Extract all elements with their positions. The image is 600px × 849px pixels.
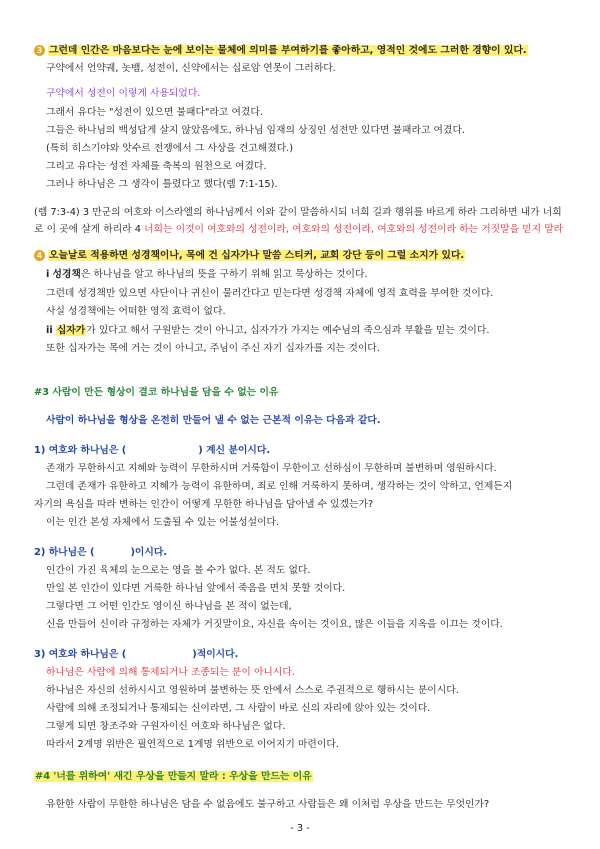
section-3-intro: 사람이 하나님을 형상을 온전히 만들어 낼 수 없는 근본적 이유는 다음과 같다.: [46, 415, 381, 426]
section-a-line: 그래서 유다는 "성전이 있으면 불패다"라고 여겼다.: [46, 107, 263, 118]
section-b-heading: [34, 249, 465, 262]
item-3-heading: [34, 648, 238, 661]
item-1-line: 그런데 존재가 유한하고 지혜가 능력이 유한하며, 죄로 인해 거룩하지 못하며, 생각하는 것이 악하고, 언제든지: [46, 481, 513, 492]
section-a-heading: [34, 44, 528, 57]
page-number: - 3 -: [290, 823, 310, 834]
item-1-line: 자기의 욕심을 따라 변하는 인간이 어떻게 무한한 하나님을 담아낼 수 있겠는가?: [34, 499, 374, 510]
section-4-heading-text: #4 '너를 위하여' 새긴 우상을 만들지 말라 : 우상을 만드는 이유: [35, 771, 312, 782]
section-a-line: 그들은 하나님의 백성답게 살지 않았음에도, 하나님 임재의 상징인 성전만 있다면 불패라고 여겼다.: [46, 125, 466, 136]
section-a-line: (특히 히스기야와 앗수르 전쟁에서 그 사상을 견고해졌다.): [46, 143, 294, 154]
item-3-emphasis: 하나님은 사람에 의해 통제되거나 조종되는 분이 아니시다.: [46, 667, 295, 678]
scripture-quote-emphasis: 너희는 이것이 여호와의 성전이라, 여호와의 성전이라, 여호와의 성전이라 하는 거짓말을 믿지 말라: [144, 224, 564, 235]
circled-number-marker: 4: [34, 250, 45, 261]
section-b-heading-text: 오늘날로 적용하면 성경책이나, 목에 건 십자가나 말씀 스티커, 교회 강단 등이 그럴 소지가 있다.: [49, 250, 465, 261]
section-3-heading: #3 사람이 만든 형상이 결코 하나님을 담을 수 없는 이유: [34, 387, 279, 398]
bible-item: [46, 268, 368, 281]
section-a-subheading: 구약에서 성전이 이렇게 사용되었다.: [46, 88, 201, 99]
scripture-quote-cont: [34, 223, 563, 236]
item-2-line: 만일 본 인간이 있다면 거룩한 하나님 앞에서 죽음을 면치 못할 것이다.: [46, 583, 346, 594]
cross-item: [46, 324, 489, 337]
bible-item-line: 사실 성경책에는 어떠한 영적 효력이 없다.: [46, 306, 226, 317]
item-3-line: 하나님은 자신의 선하시시고 영원하며 불변하는 뜻 안에서 스스로 주권적으로 행하시는 분이시다.: [46, 685, 459, 696]
item-3-heading-start: 3) 여호와 하나님은 (: [34, 649, 127, 660]
bible-text: 은 하나님을 알고 하나님의 뜻을 구하기 위해 읽고 묵상하는 것이다.: [80, 269, 368, 280]
item-3-line: 그렇게 되면 창조주와 구원자이신 여호와 하나님은 없다.: [46, 721, 286, 732]
item-1-heading-end: ) 계신 분이시다.: [198, 445, 271, 456]
circled-number-marker: 3: [34, 45, 45, 56]
section-a-line: 구약에서 언약궤, 놋뱀, 성전이, 신약에서는 십로암 연못이 그러하다.: [46, 63, 336, 74]
item-2-heading: [34, 546, 167, 559]
bible-item-line: 그런데 성경책만 있으면 사단이나 귀신이 물러간다고 믿는다면 성경책 자체에 영적 효력을 부여한 것이다.: [46, 288, 494, 299]
section-4-heading: [34, 770, 313, 783]
item-2-line: 신을 만들어 신이라 규정하는 자체가 거짓말이요, 자신을 속이는 것이요, 많은 이들을 지옥을 이끄는 것이다.: [46, 619, 503, 630]
cross-text: 가 있다고 해서 구원받는 것이 아니고, 십자가가 가지는 예수님의 죽으심과 부활을 믿는 것이다.: [86, 325, 490, 336]
cross-term: 십자가: [56, 325, 86, 336]
cross-item-line: 또한 십자가는 목에 거는 것이 아니고, 주님이 주신 자기 십자가를 지는 것이다.: [46, 343, 380, 354]
item-1-line: 이는 인간 본성 자체에서 도출될 수 있는 어불성설이다.: [46, 517, 280, 528]
scripture-quote: (렘 7:3-4) 3 만군의 여호와 이스라엘의 하나님께서 이와 같이 말씀하시되 너희 길과 행위를 바르게 하라 그리하면 내가 너희: [34, 207, 562, 218]
item-roman-label: i: [46, 269, 50, 280]
item-1-heading-start: 1) 여호와 하나님은 (: [34, 445, 127, 456]
item-3-line: 따라서 2계명 위반은 필연적으로 1계명 위반으로 이어지기 마련이다.: [46, 739, 339, 750]
item-1-line: 존재가 무한하시고 지혜와 능력이 무한하시며 거룩함이 무한이고 선하심이 무한하며 불변하며 영원하시다.: [46, 463, 497, 474]
section-4-line: 유한한 사람이 무한한 하나님은 담을 수 없음에도 불구하고 사람들은 왜 이처럼 우상을 만드는 무엇인가?: [46, 799, 490, 810]
item-2-line: 그렇다면 그 어떤 인간도 영이신 하나님을 본 적이 없는데,: [46, 601, 292, 612]
section-a-heading-text: 그런데 인간은 마음보다는 눈에 보이는 물체에 의미를 부여하기를 좋아하고, 영적인 것에도 그러한 경향이 있다.: [49, 45, 527, 56]
item-2-line: 인간이 가진 육체의 눈으로는 영을 볼 수가 없다. 본 적도 없다.: [46, 565, 311, 576]
section-a-line: 그리고 유다는 성전 자체를 축복의 원천으로 여겼다.: [46, 161, 267, 172]
item-3-heading-end: )적이시다.: [192, 649, 239, 660]
item-1-heading: [34, 444, 270, 457]
item-2-heading-start: 2) 하나님은 (: [34, 547, 95, 558]
item-3-line: 사람에 의해 조정되거나 통제되는 신이라면, 그 사람이 바로 신의 자리에 앉아 있는 것이다.: [46, 703, 431, 714]
scripture-quote-plain: 로 이 곳에 살게 하리라 4: [34, 224, 145, 235]
item-roman-label: ii: [46, 325, 53, 336]
item-2-heading-end: )이시다.: [130, 547, 168, 558]
bible-term: 성경책: [52, 269, 81, 280]
section-a-line: 그러나 하나님은 그 생각이 틀렸다고 했다(렘 7:1-15).: [46, 179, 278, 190]
